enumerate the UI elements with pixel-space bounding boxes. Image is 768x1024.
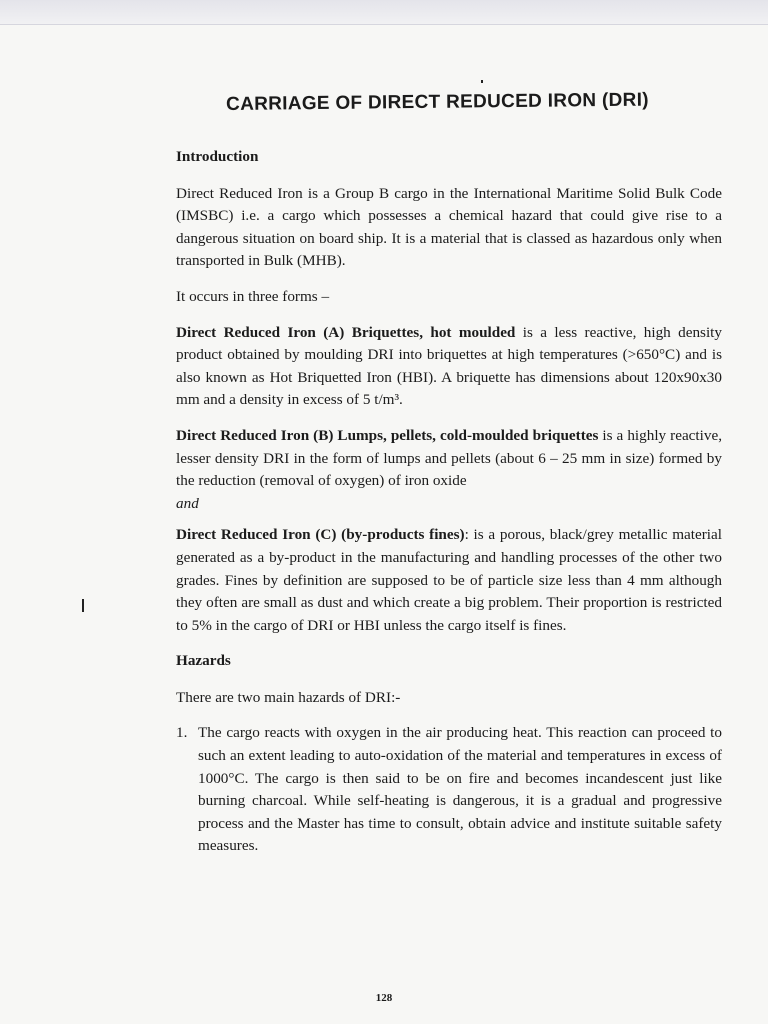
form-a-label: Direct Reduced Iron (A) Briquettes, hot moulded <box>176 323 516 341</box>
introduction-paragraph: Direct Reduced Iron is a Group B cargo in the International Maritime Solid Bulk Code (IMSBC) i.e. a cargo which possesses a chemical hazard that could give rise to a dangerous situation on board ship. It is a material that is classed as hazardous only when transported in Bulk (MHB). <box>176 184 722 270</box>
introduction-heading: Introduction <box>176 148 259 165</box>
form-c-text: : is a porous, black/grey metallic material generated as a by-product in the manufacturing and handling processes of the other two grades. Fines by definition are supposed to be of particle size less than 4 mm although they often are small as dust and which create a big problem. Their proportion is restricted to 5% in the cargo of DRI or HBI unless the cargo itself is fines. <box>176 526 722 634</box>
scan-speck-top <box>481 80 483 83</box>
forms-intro: It occurs in three forms – <box>176 287 330 305</box>
page-title: CARRIAGE OF DIRECT REDUCED IRON (DRI) <box>226 89 649 115</box>
hazard-item <box>176 722 722 858</box>
scan-speck-left <box>82 599 84 612</box>
form-c-paragraph <box>176 524 722 637</box>
form-c-label: Direct Reduced Iron (C) (by-products fines) <box>176 526 465 544</box>
form-a-paragraph <box>176 322 722 412</box>
form-b-text: is a highly reactive, lesser density DRI in the form of lumps and pellets (about 6 – 25 mm in size) formed by the reduction (removal of oxygen) of iron oxide <box>176 426 722 490</box>
page-number: 128 <box>375 992 393 1004</box>
hazards-intro: There are two main hazards of DRI:- <box>176 688 401 706</box>
form-b-label: Direct Reduced Iron (B) Lumps, pellets, cold-moulded briquettes <box>176 426 599 444</box>
form-b-trailing: and <box>176 494 199 512</box>
hazards-heading: Hazards <box>176 652 231 670</box>
document-body <box>176 146 722 858</box>
hazard-item-text: The cargo reacts with oxygen in the air producing heat. This reaction can proceed to such an extent leading to auto-oxidation of the material and temperatures in excess of 1000°C. The cargo is then said to be on fire and becomes incandescent just like burning charcoal. While self-heating is dangerous, it is a gradual and progressive process and the Master has time to consult, obtain advice and institute suitable safety measures. <box>198 724 722 855</box>
page-top-band <box>0 0 768 25</box>
form-a-text: is a less reactive, high density product obtained by moulding DRI into briquettes at high temperatures (>650°C) and is also known as Hot Briquetted Iron (HBI). A briquette has dimensions about 120x90x30 mm and a density in excess of 5 t/m³. <box>176 323 722 409</box>
form-b-paragraph <box>176 425 722 515</box>
hazard-item-number: 1. <box>176 724 188 742</box>
